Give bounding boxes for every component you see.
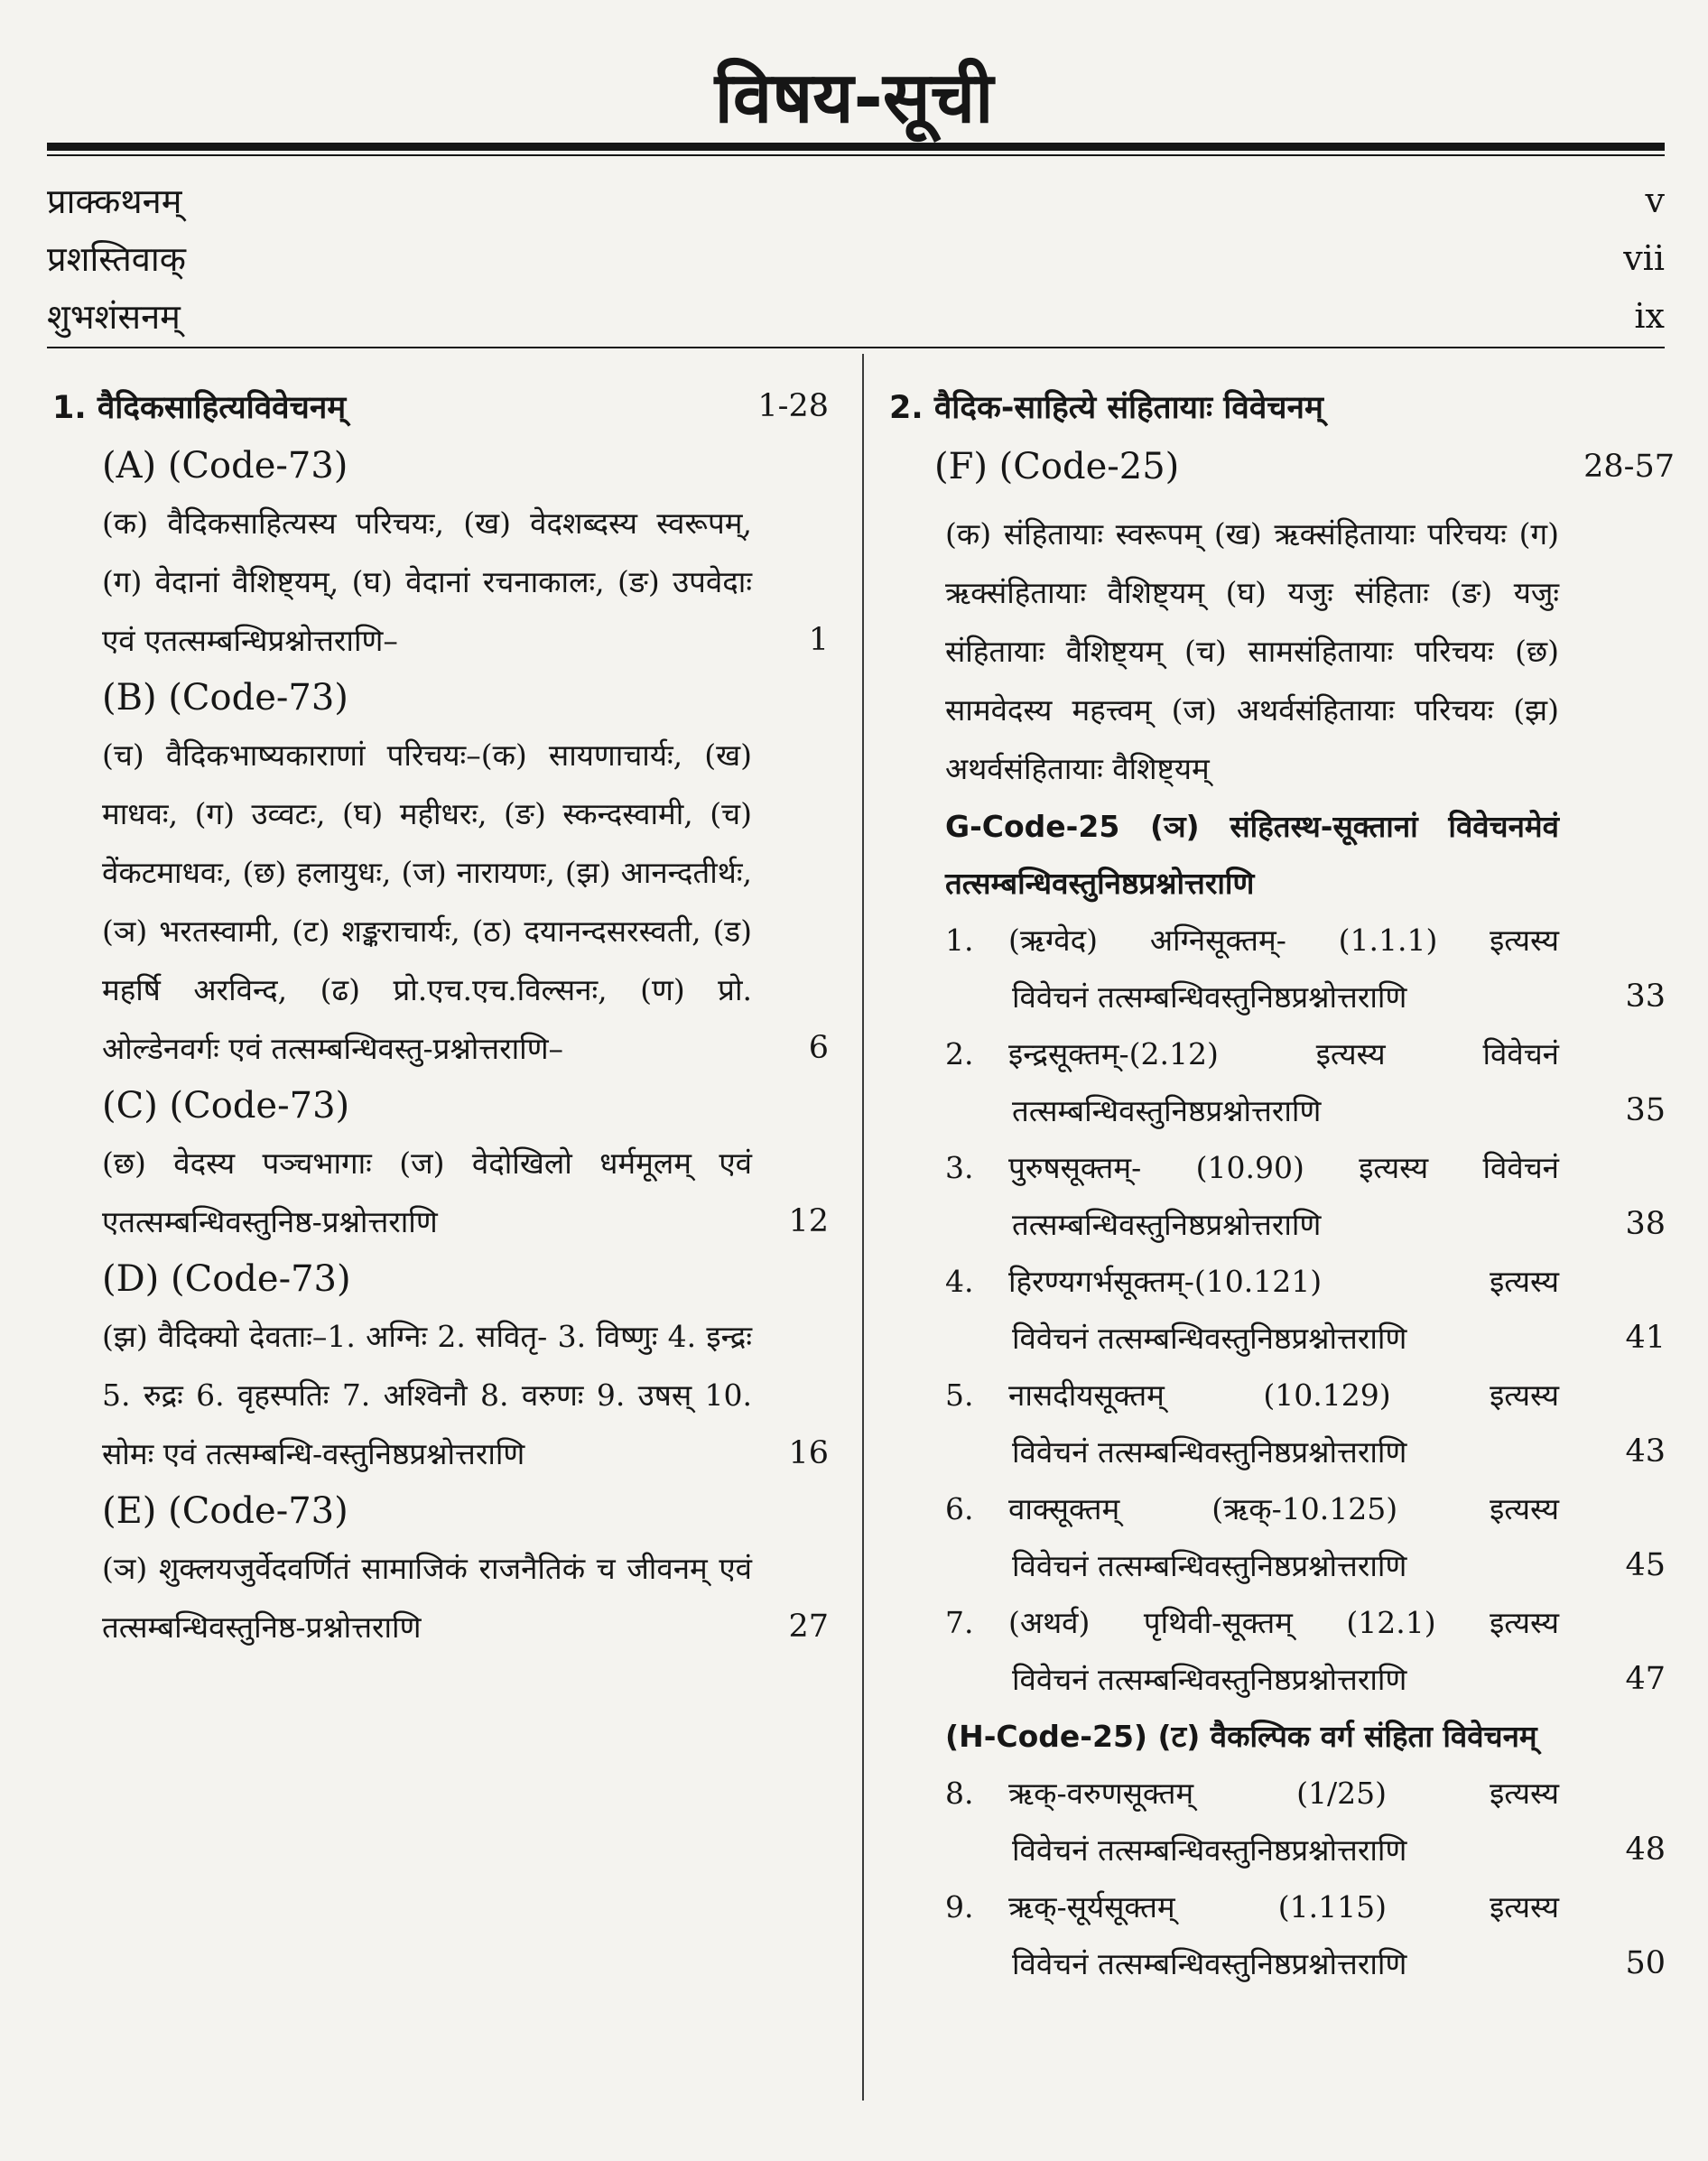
item-line-2: विवेचनं तत्सम्बन्धिवस्तुनिष्ठप्रश्नोत्तराणि <box>1012 1662 1407 1697</box>
item-page: 45 <box>1625 1547 1666 1583</box>
item-line-1: हिरण्यगर्भसूक्तम्-(10.121) इत्यस्य <box>1008 1264 1559 1299</box>
item-page: 33 <box>1625 978 1666 1015</box>
item-number: 8. <box>945 1776 974 1811</box>
part-code: (D) (Code-73) <box>102 1258 351 1300</box>
group-h-heading: (H-Code-25) (ट) वैकल्पिक वर्ग संहिता विवेचनम् <box>945 1719 1537 1754</box>
part-pages: 28-57 <box>1583 449 1675 485</box>
toc-entry[interactable] <box>52 494 829 670</box>
item-line-1: नासदीयसूक्तम् (10.129) इत्यस्य <box>1008 1377 1559 1413</box>
item-page: 41 <box>1625 1320 1666 1356</box>
item-number: 1. <box>945 923 974 958</box>
toc-item[interactable] <box>889 1878 1675 1992</box>
entry-page: 27 <box>788 1609 829 1645</box>
toc-item[interactable] <box>889 1367 1675 1480</box>
entry-text: (झ) वैदिक्यो देवताः–1. अग्निः 2. सवितृ- 3. विष्णुः 4. इन्द्रः 5. रुद्रः 6. वृहस्पतिः 7. अश्विनौ 8. वरुणः 9. उषस् 10. सोमः एवं तत्सम्बन्धि-वस्तुनिष्ठप्रश्नोत्तराणि <box>102 1319 752 1471</box>
item-page: 43 <box>1625 1433 1666 1470</box>
left-column <box>52 375 829 1656</box>
item-line-2: विवेचनं तत्सम्बन्धिवस्तुनिष्ठप्रश्नोत्तराणि <box>1012 1321 1407 1356</box>
item-line-2: विवेचनं तत्सम्बन्धिवस्तुनिष्ठप्रश्नोत्तराणि <box>1012 1946 1407 1981</box>
item-number: 7. <box>945 1605 974 1640</box>
item-page: 50 <box>1625 1945 1666 1981</box>
part-code: (A) (Code-73) <box>102 445 348 487</box>
front-matter-item[interactable] <box>47 287 1665 345</box>
toc-item[interactable] <box>889 1139 1675 1253</box>
entry-page: 1 <box>808 622 829 658</box>
section-title: 1. वैदिकसाहित्यविवेचनम् <box>52 389 347 426</box>
item-line-2: विवेचनं तत्सम्बन्धिवस्तुनिष्ठप्रश्नोत्तराणि <box>1012 979 1407 1015</box>
front-matter-label: प्रशस्तिवाक् <box>47 239 186 279</box>
item-line-1: (अथर्व) पृथिवी-सूक्तम् (12.1) इत्यस्य <box>1008 1605 1559 1640</box>
item-number: 3. <box>945 1150 974 1185</box>
item-line-1: (ऋग्वेद) अग्निसूक्तम्- (1.1.1) इत्यस्य <box>1008 923 1559 958</box>
front-matter-item[interactable] <box>47 172 1665 229</box>
entry-text: (छ) वेदस्य पञ्चभागाः (ज) वेदोखिलो धर्ममूलम् एवं एतत्सम्बन्धिवस्तुनिष्ठ-प्रश्नोत्तराणि <box>102 1145 752 1239</box>
item-line-1: इन्द्रसूक्तम्-(2.12) इत्यस्य विवेचनं <box>1008 1036 1559 1071</box>
part-code: (B) (Code-73) <box>102 677 348 719</box>
part-code-row[interactable] <box>934 438 1675 496</box>
toc-entry[interactable] <box>52 1539 829 1656</box>
item-line-2: विवेचनं तत्सम्बन्धिवस्तुनिष्ठप्रश्नोत्तराणि <box>1012 1548 1407 1583</box>
column-divider <box>862 354 864 2101</box>
front-matter-page: v <box>1645 181 1665 220</box>
part-code: (C) (Code-73) <box>102 1085 350 1127</box>
item-line-2: तत्सम्बन्धिवस्तुनिष्ठप्रश्नोत्तराणि <box>1012 1093 1322 1128</box>
item-number: 6. <box>945 1491 974 1526</box>
item-line-2: तत्सम्बन्धिवस्तुनिष्ठप्रश्नोत्तराणि <box>1012 1207 1322 1242</box>
item-page: 47 <box>1625 1661 1666 1697</box>
section-2-heading[interactable] <box>889 375 1675 438</box>
entry-text: (च) वैदिकभाष्यकाराणां परिचयः–(क) सायणाचार्यः, (ख) माधवः, (ग) उव्वटः, (घ) महीधरः, (ङ) स्कन्दस्वामी, (च) वेंकटमाधवः, (छ) हलायुधः, (ज) नारायणः, (झ) आनन्दतीर्थः, (ञ) भरतस्वामी, (ट) शङ्कराचार्यः, (ठ) दयानन्दसरस्वती, (ड) महर्षि अरविन्द, (ढ) प्रो.एच.एच.विल्सनः, (ण) प्रो. ओल्डेनवर्गः एवं तत्सम्बन्धिवस्तु-प्रश्नोत्तराणि– <box>102 737 752 1066</box>
front-matter-label: प्राक्कथनम् <box>47 181 182 221</box>
item-number: 9. <box>945 1889 974 1924</box>
entry-page: 6 <box>808 1030 829 1066</box>
item-number: 4. <box>945 1264 974 1299</box>
toc-item[interactable] <box>889 1253 1675 1367</box>
item-page: 38 <box>1625 1206 1666 1242</box>
front-matter-rule <box>47 347 1665 348</box>
section-pages: 1-28 <box>757 388 829 424</box>
entry-text: (क) वैदिकसाहित्यस्य परिचयः, (ख) वेदशब्दस्य स्वरूपम्, (ग) वेदानां वैशिष्ट्यम्, (घ) वेदानां रचनाकालः, (ङ) उपवेदाः एवं एतत्सम्बन्धिप्रश्नोत्तराणि– <box>102 505 752 658</box>
front-matter-label: शुभशंसनम् <box>47 297 181 337</box>
title-rule-thin <box>47 154 1665 156</box>
toc-item[interactable] <box>889 1025 1675 1139</box>
title-rule-thick <box>47 143 1665 151</box>
toc-entry[interactable] <box>52 1307 829 1483</box>
front-matter-page: vii <box>1623 238 1665 278</box>
entry-text: (ञ) शुक्लयजुर्वेदवर्णितं सामाजिकं राजनैतिकं च जीवनम् एवं तत्सम्बन्धिवस्तुनिष्ठ-प्रश्नोत्तराणि <box>102 1551 752 1645</box>
section-1-heading[interactable] <box>52 375 829 438</box>
section-title: 2. वैदिक-साहित्ये संहितायाः विवेचनम् <box>889 389 1323 426</box>
item-number: 2. <box>945 1036 974 1071</box>
item-page: 35 <box>1625 1092 1666 1128</box>
toc-item[interactable] <box>889 1594 1675 1708</box>
item-line-1: पुरुषसूक्तम्- (10.90) इत्यस्य विवेचनं <box>1008 1150 1559 1185</box>
toc-entry[interactable] <box>52 1134 829 1251</box>
item-number: 5. <box>945 1377 974 1413</box>
item-line-2: विवेचनं तत्सम्बन्धिवस्तुनिष्ठप्रश्नोत्तराणि <box>1012 1832 1407 1868</box>
item-line-2: विवेचनं तत्सम्बन्धिवस्तुनिष्ठप्रश्नोत्तराणि <box>1012 1434 1407 1470</box>
entry-text: (क) संहितायाः स्वरूपम् (ख) ऋक्संहितायाः परिचयः (ग) ऋक्संहितायाः वैशिष्ट्यम् (घ) यजुः संहिताः (ङ) यजुः संहितायाः वैशिष्ट्यम् (च) सामसंहितायाः परिचयः (छ) सामवेदस्य महत्त्वम् (ज) अथर्वसंहितायाः परिचयः (झ) अथर्वसंहितायाः वैशिष्ट्यम् <box>945 516 1559 786</box>
item-line-1: वाक्सूक्तम् (ऋक्-10.125) इत्यस्य <box>1008 1491 1559 1526</box>
right-column <box>889 375 1675 1992</box>
toc-item[interactable] <box>889 1765 1675 1878</box>
group-g-heading: G-Code-25 (ञ) संहितस्थ-सूक्तानां विवेचनमेवं तत्सम्बन्धिवस्तुनिष्ठप्रश्नोत्तराणि <box>945 809 1559 901</box>
entry-page: 12 <box>788 1203 829 1239</box>
toc-item[interactable] <box>889 912 1675 1025</box>
toc-item[interactable] <box>889 1480 1675 1594</box>
front-matter-list <box>47 172 1665 345</box>
item-line-1: ऋक्-सूर्यसूक्तम् (1.115) इत्यस्य <box>1008 1889 1559 1924</box>
item-page: 48 <box>1625 1832 1666 1868</box>
page-title: विषय-सूची <box>714 58 994 139</box>
toc-entry[interactable] <box>52 726 829 1078</box>
part-code: (E) (Code-73) <box>102 1490 348 1532</box>
item-line-1: ऋक्-वरुणसूक्तम् (1/25) इत्यस्य <box>1008 1776 1559 1811</box>
front-matter-page: ix <box>1634 296 1665 336</box>
front-matter-item[interactable] <box>47 229 1665 287</box>
entry-page: 16 <box>788 1435 829 1471</box>
part-code: (F) (Code-25) <box>934 446 1180 487</box>
